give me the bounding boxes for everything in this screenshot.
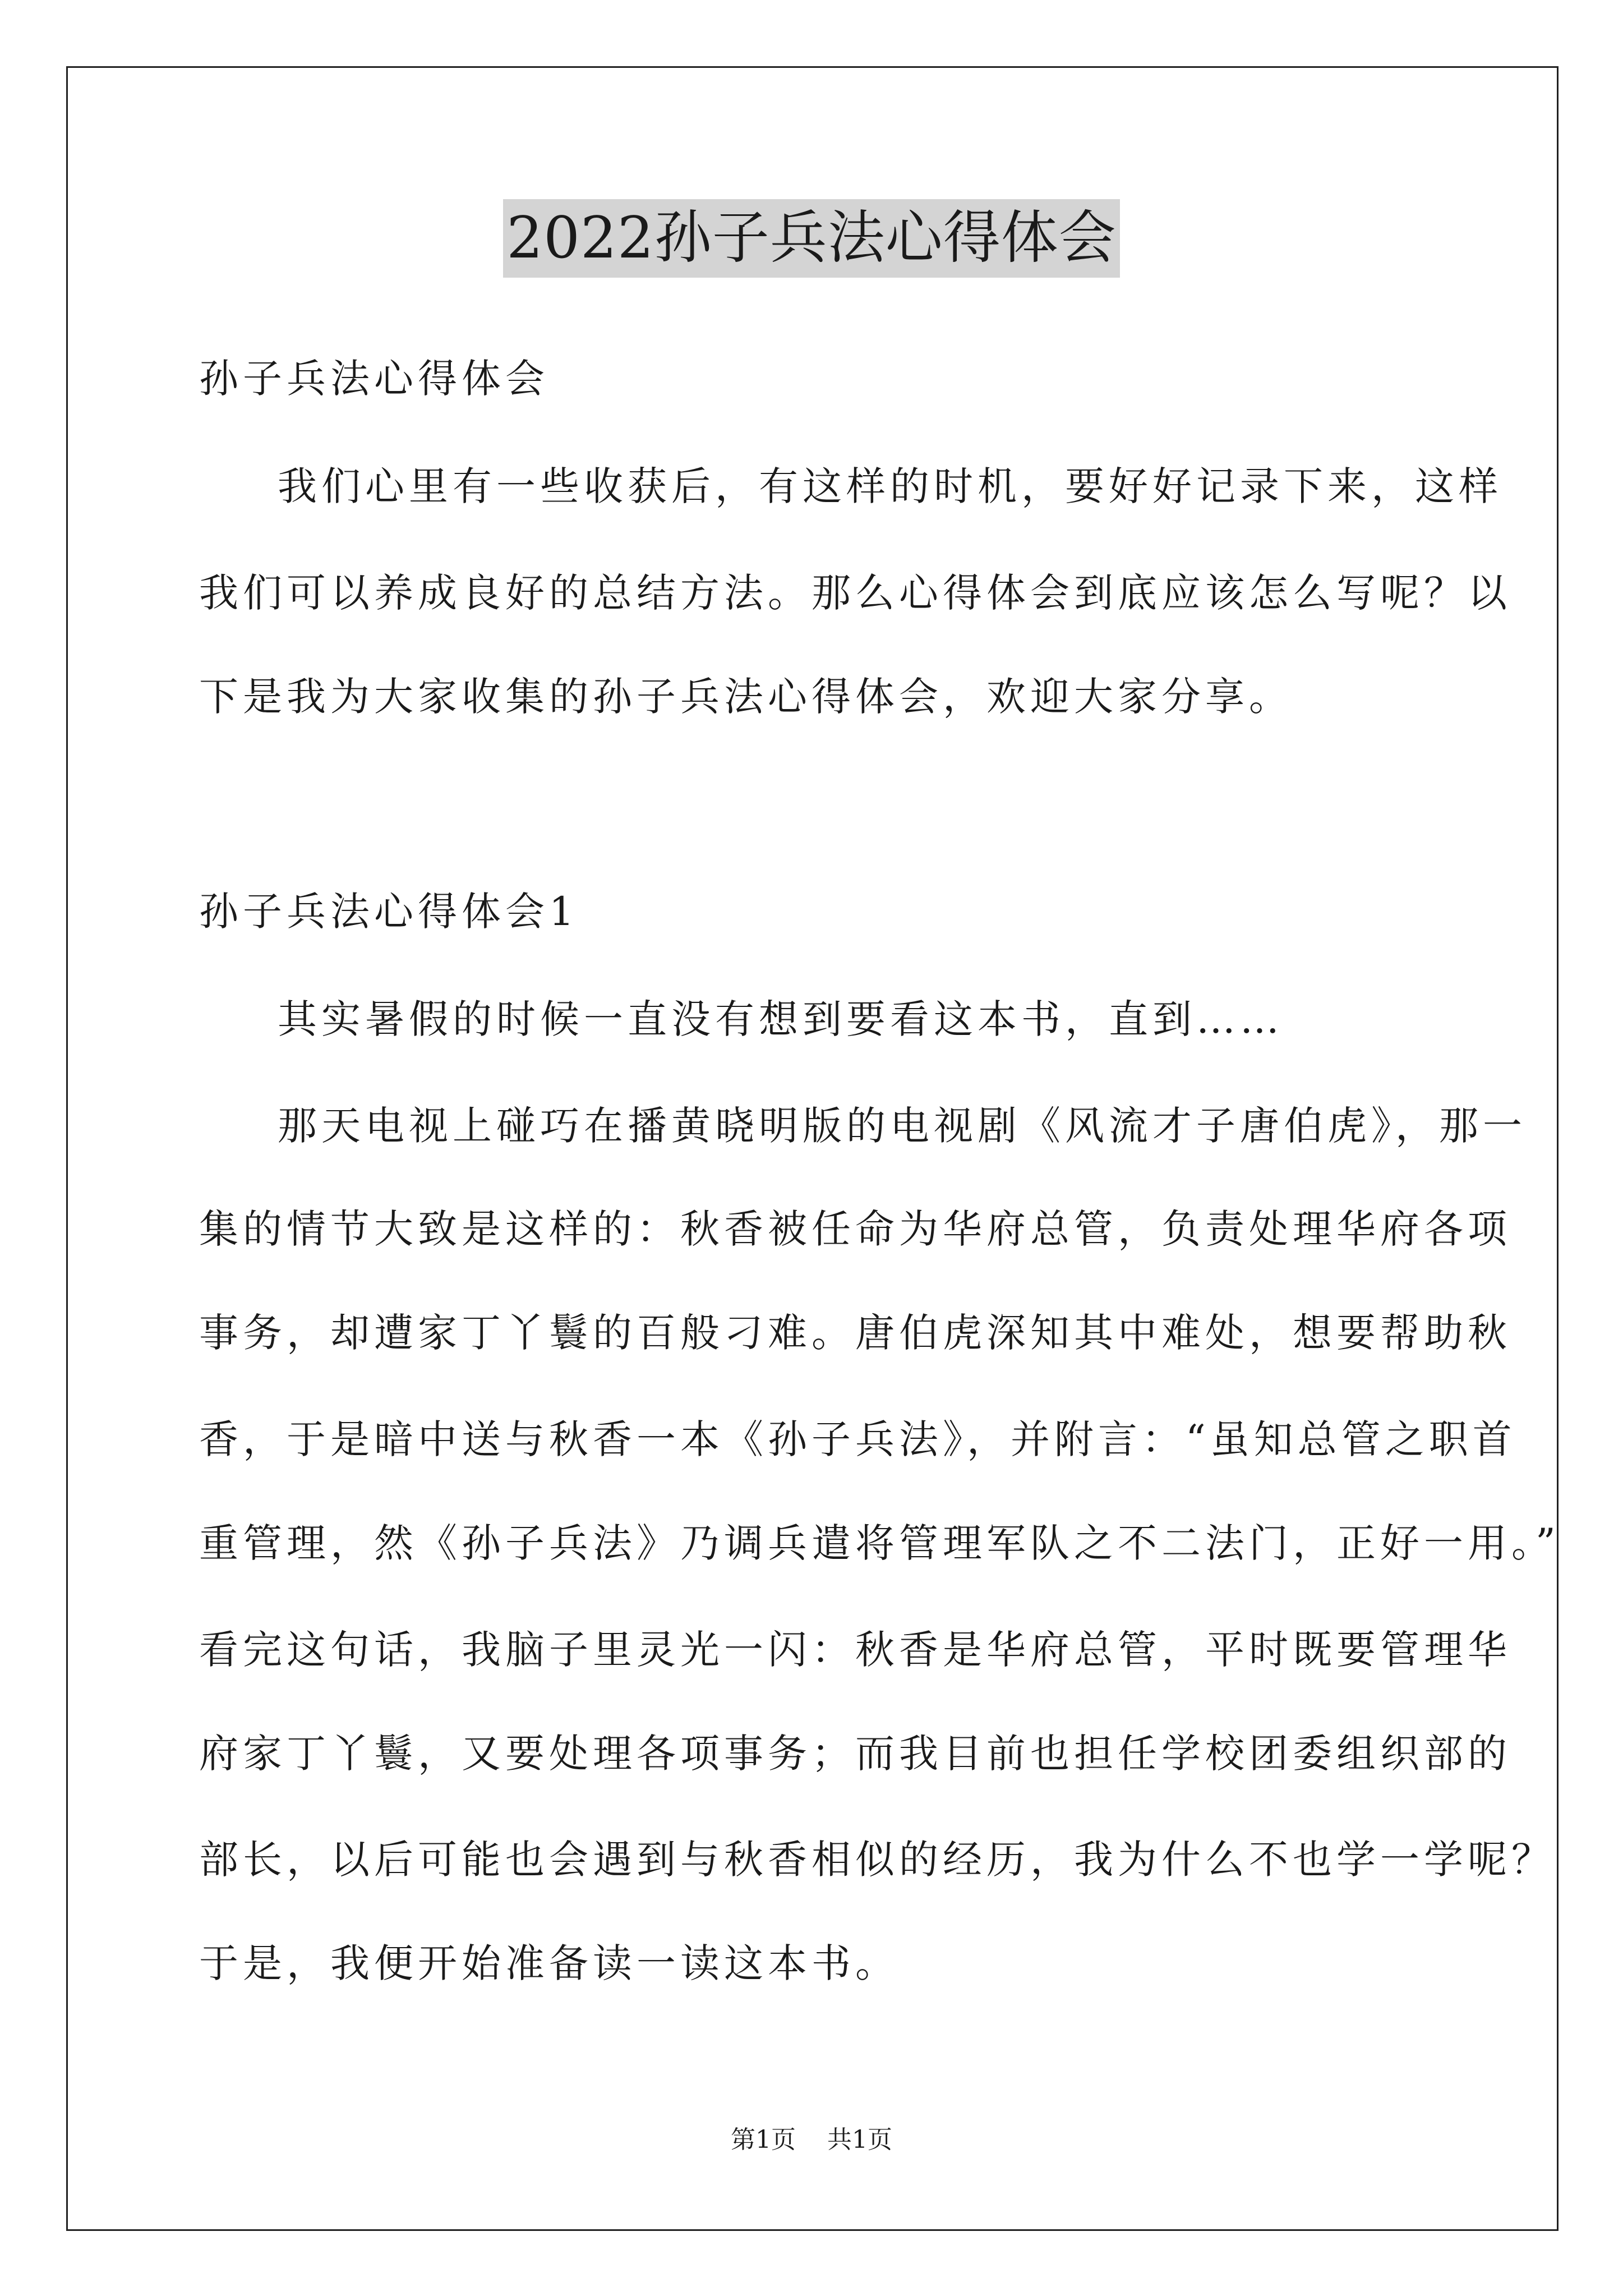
subtitle: 孙子兵法心得体会 [199, 356, 549, 402]
paragraph-line: 其实暑假的时候一直没有想到要看这本书，直到…… [278, 996, 1284, 1042]
page-total: 共1页 [827, 2125, 892, 2154]
section-heading: 孙子兵法心得体会1 [199, 889, 579, 935]
paragraph-line: 那天电视上碰巧在播黄晓明版的电视剧《风流才子唐伯虎》，那一 [278, 1103, 1527, 1149]
paragraph-line: 看完这句话，我脑子里灵光一闪：秋香是华府总管，平时既要管理华 [199, 1627, 1511, 1673]
paragraph-line: 府家丁丫鬟，又要处理各项事务；而我目前也担任学校团委组织部的 [199, 1731, 1511, 1777]
intro-line: 我们心里有一些收获后，有这样的时机，要好好记录下来，这样 [278, 463, 1502, 509]
page-number: 第1页 [731, 2125, 796, 2154]
intro-line: 我们可以养成良好的总结方法。那么心得体会到底应该怎么写呢？以 [199, 570, 1511, 616]
title-container [0, 199, 1623, 278]
paragraph-line: 集的情节大致是这样的：秋香被任命为华府总管，负责处理华府各项 [199, 1206, 1511, 1252]
paragraph-line: 部长，以后可能也会遇到与秋香相似的经历，我为什么不也学一学呢？ [199, 1837, 1555, 1883]
document-title: 2022孙子兵法心得体会 [503, 199, 1120, 278]
paragraph-line: 重管理，然《孙子兵法》乃调兵遣将管理军队之不二法门，正好一用。” [199, 1520, 1560, 1566]
intro-line: 下是我为大家收集的孙子兵法心得体会，欢迎大家分享。 [199, 674, 1293, 720]
paragraph-line: 事务，却遭家丁丫鬟的百般刁难。唐伯虎深知其中难处，想要帮助秋 [199, 1310, 1511, 1356]
paragraph-line: 于是，我便开始准备读一读这本书。 [199, 1940, 899, 1986]
paragraph-line: 香，于是暗中送与秋香一本《孙子兵法》，并附言：“虽知总管之职首 [199, 1416, 1516, 1462]
page-footer [0, 2123, 1623, 2157]
